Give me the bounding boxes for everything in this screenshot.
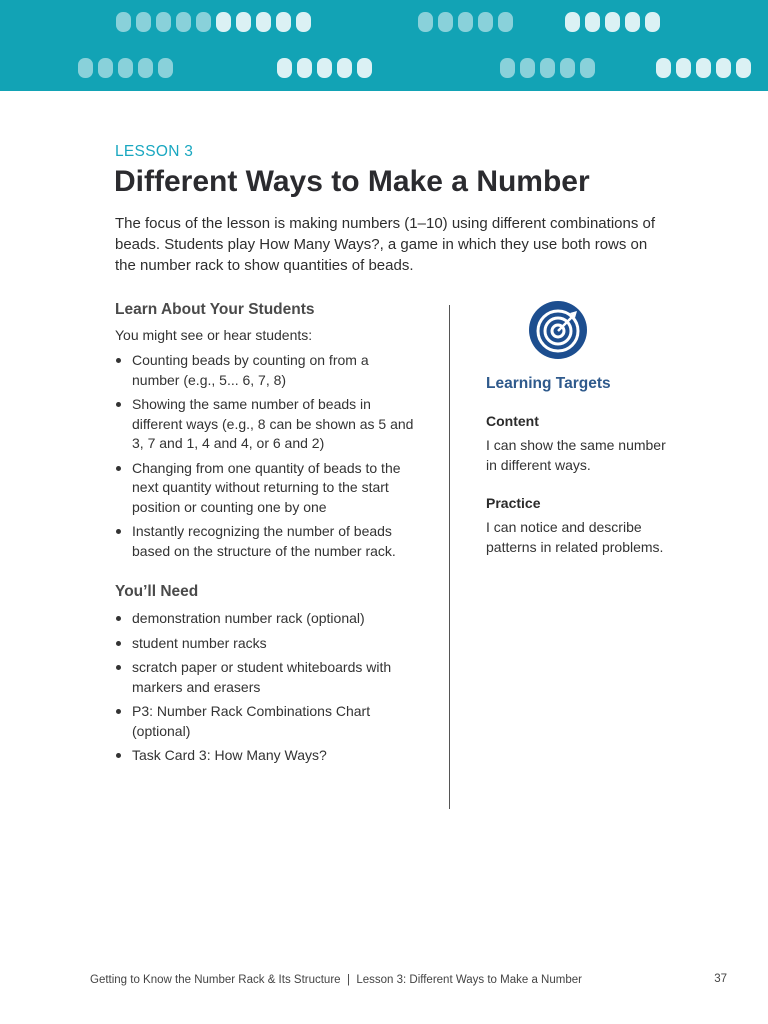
list-item: P3: Number Rack Combinations Chart (optional) (115, 702, 415, 741)
list-item: student number racks (115, 634, 415, 654)
target-icon (528, 300, 588, 360)
list-item: Counting beads by counting on from a number (e.g., 5... 6, 7, 8) (115, 351, 415, 390)
footer-text: Getting to Know the Number Rack & Its Structure | Lesson 3: Different Ways to Make a Number (90, 974, 582, 986)
list-item: Changing from one quantity of beads to the next quantity without returning to the start position or counting one by one (115, 459, 415, 518)
list-item: Task Card 3: How Many Ways? (115, 746, 415, 766)
page-title: Different Ways to Make a Number (114, 165, 590, 198)
left-column (115, 301, 415, 771)
practice-text: I can notice and describe patterns in related problems. (486, 519, 664, 555)
list-item: scratch paper or student whiteboards with markers and erasers (115, 658, 415, 697)
intro-paragraph: The focus of the lesson is making numbers (1–10) using different combinations of beads. Students play How Many Ways?, a game in which they use both rows on the number rack to show quantities of beads. (115, 215, 656, 274)
column-divider (449, 305, 450, 809)
page-number: 37 (714, 973, 727, 985)
list-item: Instantly recognizing the number of beads based on the structure of the number rack. (115, 522, 415, 561)
lesson-label: LESSON 3 (115, 143, 194, 160)
bead-row-decoration (418, 12, 513, 32)
header-banner (0, 0, 768, 91)
bead-row-decoration (277, 58, 372, 78)
content-text: I can show the same number in different ways. (486, 437, 666, 473)
targets-heading: Learning Targets (486, 375, 611, 392)
needs-heading: You’ll Need (115, 583, 199, 600)
bead-row-decoration (78, 58, 173, 78)
bead-row-decoration (500, 58, 595, 78)
learn-list (115, 351, 415, 561)
learn-heading: Learn About Your Students (115, 301, 315, 318)
learn-subtext: You might see or hear students: (115, 327, 313, 343)
list-item: demonstration number rack (optional) (115, 609, 415, 629)
needs-list (115, 609, 415, 766)
practice-heading: Practice (486, 495, 541, 511)
bead-row-decoration (565, 12, 660, 32)
learning-targets (486, 375, 676, 557)
bead-row-decoration (656, 58, 751, 78)
list-item: Showing the same number of beads in different ways (e.g., 8 can be shown as 5 and 3, 7 and 1, 4 and 4, or 6 and 2) (115, 395, 415, 454)
content-heading: Content (486, 413, 539, 429)
bead-row-decoration (116, 12, 311, 32)
